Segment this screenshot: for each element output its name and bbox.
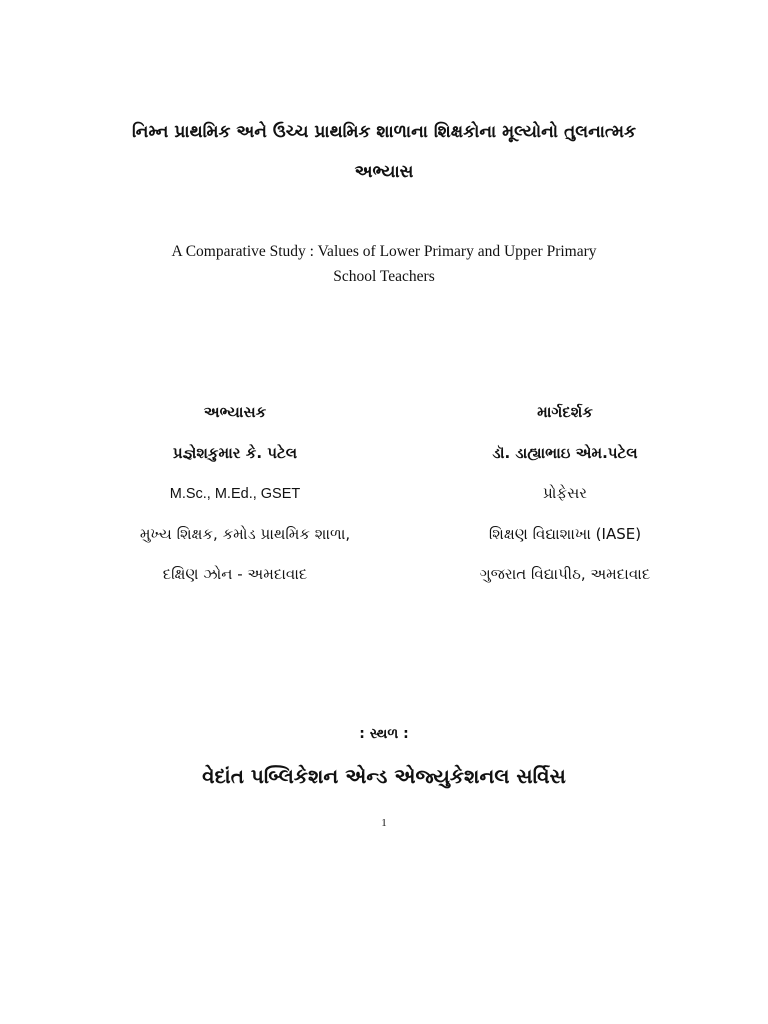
title-gujarati-line1: નિમ્ન પ્રાથમિક અને ઉચ્ચ પ્રાથમિક શાળાના શિક્ષકોના મૂલ્યોનો તુલનાત્મક [131, 122, 637, 142]
publisher-name: વેદાંત પબ્લિકેશન એન્ડ એજ્યુકેશનલ સર્વિસ [202, 764, 566, 788]
title-english-line2: School Teachers [333, 268, 435, 285]
page-number: 1 [381, 817, 387, 829]
title-gujarati-line2: અભ્યાસ [354, 162, 414, 182]
guide-designation: પ્રોફેસર [542, 484, 588, 502]
place-label: : સ્થળ : [359, 726, 409, 742]
guide-department: શિક્ષણ વિદ્યાશાખા (IASE) [488, 525, 642, 543]
guide-name: ડૉ. ડાહ્યાભાઇ એમ.પટેલ [492, 444, 638, 462]
researcher-name: પ્રજ્ઞેશકુમાર કે. પટેલ [172, 444, 298, 462]
researcher-heading: અભ્યાસક [203, 403, 267, 421]
guide-institution: ગુજરાત વિદ્યાપીઠ, અમદાવાદ [479, 565, 651, 583]
guide-heading: માર્ગદર્શક [537, 403, 593, 421]
researcher-degrees: M.Sc., M.Ed., GSET [169, 486, 301, 502]
researcher-position: મુખ્ય શિક્ષક, કમોડ પ્રાથમિક શાળા, [139, 525, 351, 543]
researcher-location: દક્ષિણ ઝોન - અમદાવાદ [162, 565, 308, 583]
title-english-line1: A Comparative Study : Values of Lower Primary and Upper Primary [171, 243, 597, 260]
